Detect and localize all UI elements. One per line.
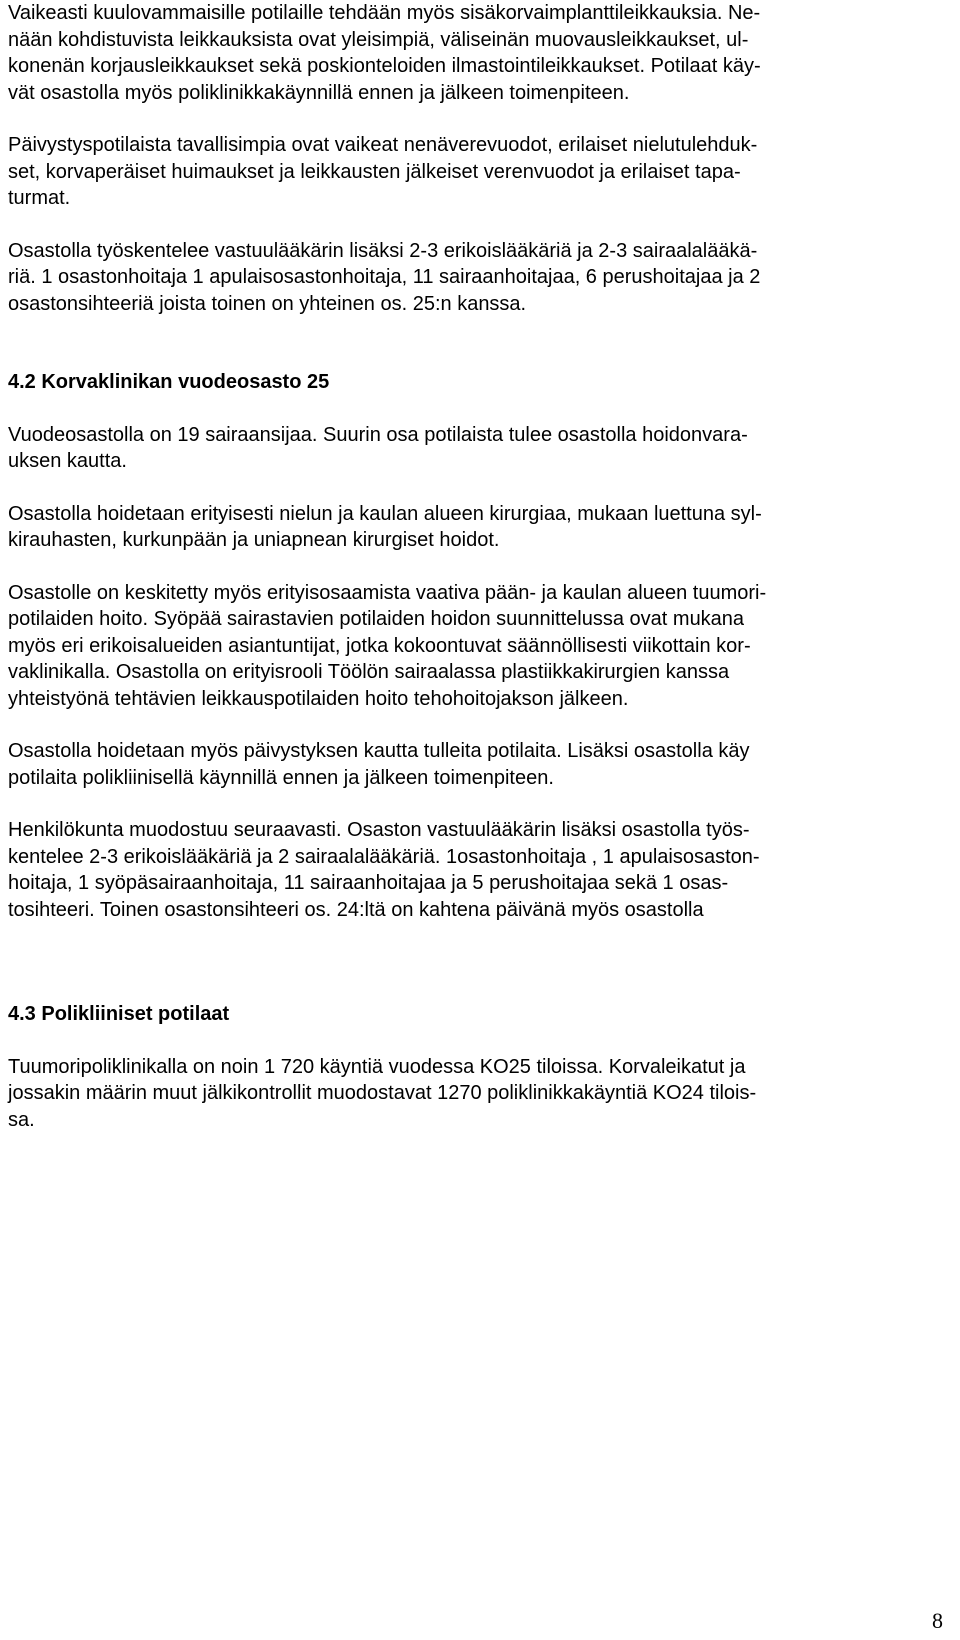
text-line: myös eri erikoisalueiden asiantuntijat, jotka kokoontuvat säännöllisesti viikottain kor- (8, 634, 751, 657)
paragraph-emergency-admissions (8, 738, 908, 791)
text-line: Osastolla hoidetaan erityisesti nielun ja kaulan alueen kirurgiaa, mukaan luettuna syl- (8, 502, 762, 525)
text-line: konenän korjausleikkaukset sekä poskionteloiden ilmastointileikkaukset. Potilaat käy- (8, 55, 761, 77)
text-line: Henkilökunta muodostuu seuraavasti. Osaston vastuulääkärin lisäksi osastolla työs- (8, 819, 750, 841)
document-page (8, 0, 908, 1159)
text-line: Osastolla hoidetaan myös päivystyksen kautta tulleita potilaita. Lisäksi osastolla käy (8, 740, 750, 762)
page-number: 8 (932, 1608, 943, 1633)
text-line: osastonsihteeriä joista toinen on yhteinen os. 25:n kanssa. (8, 292, 527, 315)
paragraph-emergency-patients (8, 132, 908, 212)
text-line: Vaikeasti kuulovammaisille potilaille tehdään myös sisäkorvaimplanttileikkauksia. Ne- (8, 2, 761, 24)
text-line: nään kohdistuvista leikkauksista ovat yleisimpiä, väliseinän muovausleikkaukset, ul- (8, 28, 749, 51)
text-line: hoitaja, 1 syöpäsairaanhoitaja, 11 sairaanhoitajaa ja 5 perushoitajaa sekä 1 osas- (8, 872, 729, 894)
text-line: Päivystyspotilaista tavallisimpia ovat vaikeat nenäverevuodot, erilaiset nielutulehduk- (8, 134, 758, 156)
text-line: Vuodeosastolla on 19 sairaansijaa. Suurin osa potilaista tulee osastolla hoidonvara- (8, 423, 748, 446)
paragraph-staff-ward24 (8, 238, 908, 318)
section-heading-4-2: 4.2 Korvaklinikan vuodeosasto 25 (8, 371, 330, 393)
text-line: kirauhasten, kurkunpään ja uniapnean kirurgiset hoidot. (8, 529, 500, 551)
text-line: potilaiden hoito. Syöpää sairastavien potilaiden hoidon suunnittelussa ovat mukana (8, 608, 745, 630)
text-line: potilaita polikliinisellä käynnillä ennen ja jälkeen toimenpiteen. (8, 766, 554, 789)
text-line: yhteistyönä tehtävien leikkauspotilaiden hoito tehohoitojakson jälkeen. (8, 687, 629, 710)
text-line: vaklinikalla. Osastolla on erityisrooli Töölön sairaalassa plastiikkakirurgien kanssa (8, 661, 730, 683)
paragraph-outpatient-visits (8, 1054, 908, 1134)
paragraph-ward-beds (8, 422, 908, 475)
paragraph-surgery-focus (8, 501, 908, 554)
text-line: uksen kautta. (8, 450, 127, 472)
text-line: Tuumoripoliklinikalla on noin 1 720 käyntiä vuodessa KO25 tiloissa. Korvaleikatut ja (8, 1055, 746, 1078)
text-line: set, korvaperäiset huimaukset ja leikkausten jälkeiset verenvuodot ja erilaiset tapa- (8, 160, 741, 183)
text-line: kentelee 2-3 erikoislääkäriä ja 2 sairaalalääkäriä. 1osastonhoitaja , 1 apulaisosaston- (8, 845, 760, 868)
text-line: sa. (8, 1108, 35, 1131)
text-line: jossakin määrin muut jälkikontrollit muodostavat 1270 poliklinikkakäyntiä KO24 tilois- (8, 1082, 757, 1104)
section-heading-4-3: 4.3 Polikliiniset potilaat (8, 1003, 230, 1025)
text-line: turmat. (8, 187, 71, 209)
text-line: riä. 1 osastonhoitaja 1 apulaisosastonhoitaja, 11 sairaanhoitajaa, 6 perushoitajaa ja 2 (8, 266, 761, 288)
paragraph-staff-ward25 (8, 817, 908, 923)
text-line: Osastolla työskentelee vastuulääkärin lisäksi 2-3 erikoislääkäriä ja 2-3 sairaalalääkä- (8, 239, 758, 262)
paragraph-tumor-patients (8, 580, 908, 713)
text-line: vät osastolla myös poliklinikkakäynnillä ennen ja jälkeen toimenpiteen. (8, 81, 630, 104)
text-line: Osastolle on keskitetty myös erityisosaamista vaativa pään- ja kaulan alueen tuumori- (8, 581, 767, 604)
text-line: tosihteeri. Toinen osastonsihteeri os. 24:ltä on kahtena päivänä myös osastolla (8, 898, 704, 921)
paragraph-surgeries (8, 0, 908, 106)
